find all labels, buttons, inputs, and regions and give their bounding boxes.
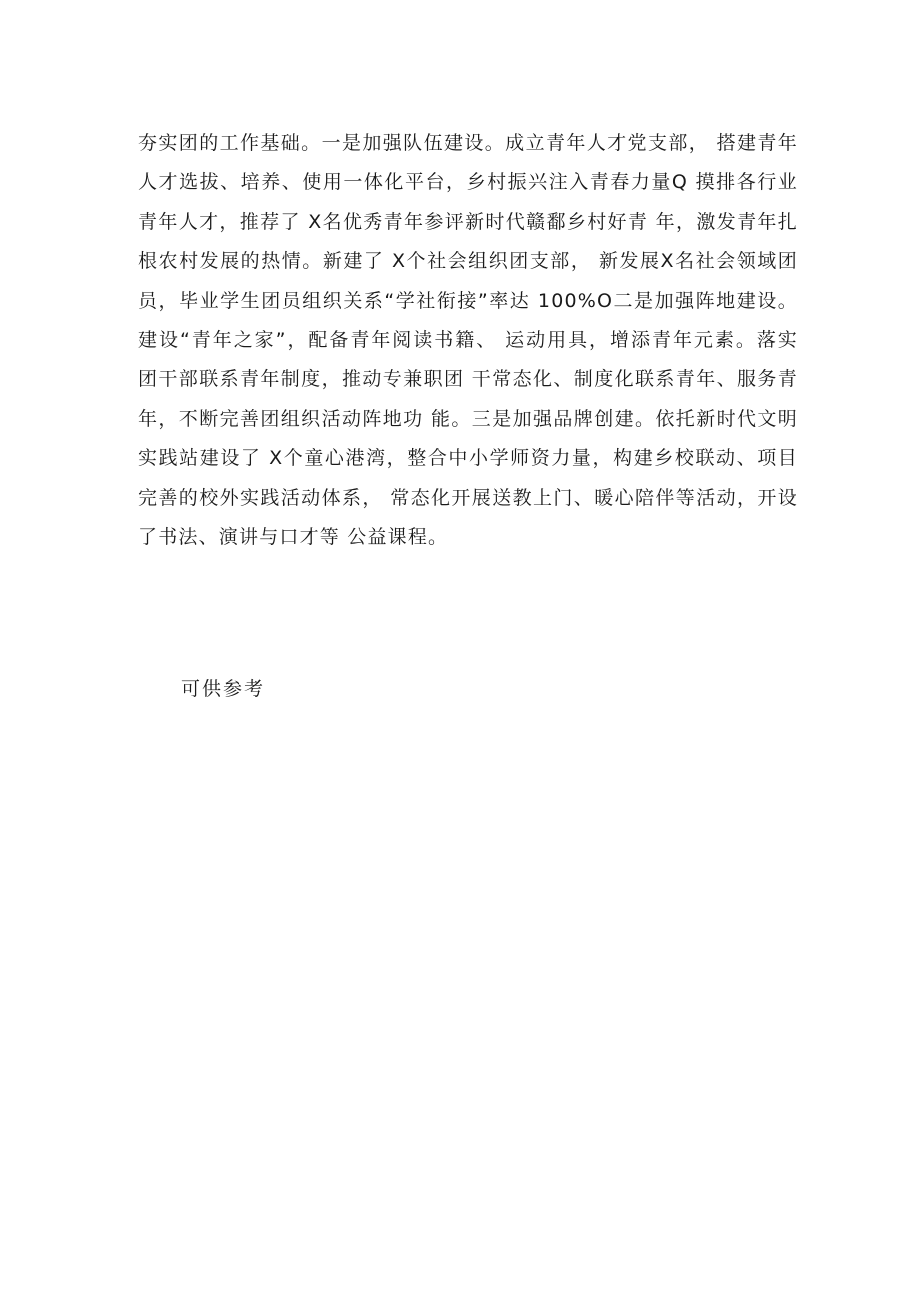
paragraph-line: 了书法、演讲与口才等 公益课程。	[138, 525, 449, 548]
closing-note: 可供参考	[181, 678, 266, 700]
paragraph-line: 实践站建设了 X个童心港湾，整合中小学师资力量，构建乡校联动、项目	[138, 447, 798, 470]
paragraph-line: 完善的校外实践活动体系， 常态化开展送教上门、暖心陪伴等活动，开设	[138, 486, 798, 509]
paragraph-line: 青年人才，推荐了 X名优秀青年参评新时代赣鄱乡村好青 年，激发青年扎	[138, 210, 798, 233]
paragraph-line: 夯实团的工作基础。一是加强队伍建设。成立青年人才党支部， 搭建青年	[138, 132, 798, 154]
paragraph-line: 人才选拔、培养、使用一体化平台，乡村振兴注入青春力量Q 摸排各行业	[138, 171, 798, 194]
paragraph-line: 根农村发展的热情。新建了 X个社会组织团支部， 新发展X名社会领域团	[138, 250, 798, 273]
paragraph-line: 团干部联系青年制度，推动专兼职团 干常态化、制度化联系青年、服务青	[138, 368, 798, 391]
body-paragraph	[138, 124, 798, 557]
paragraph-line: 年，不断完善团组织活动阵地功 能。三是加强品牌创建。依托新时代文明	[138, 407, 798, 430]
paragraph-line: 建设“青年之家”，配备青年阅读书籍、 运动用具，增添青年元素。落实	[138, 328, 798, 351]
paragraph-line: 员，毕业学生团员组织关系“学社衔接”率达 100%O二是加强阵地建设。	[138, 289, 798, 312]
